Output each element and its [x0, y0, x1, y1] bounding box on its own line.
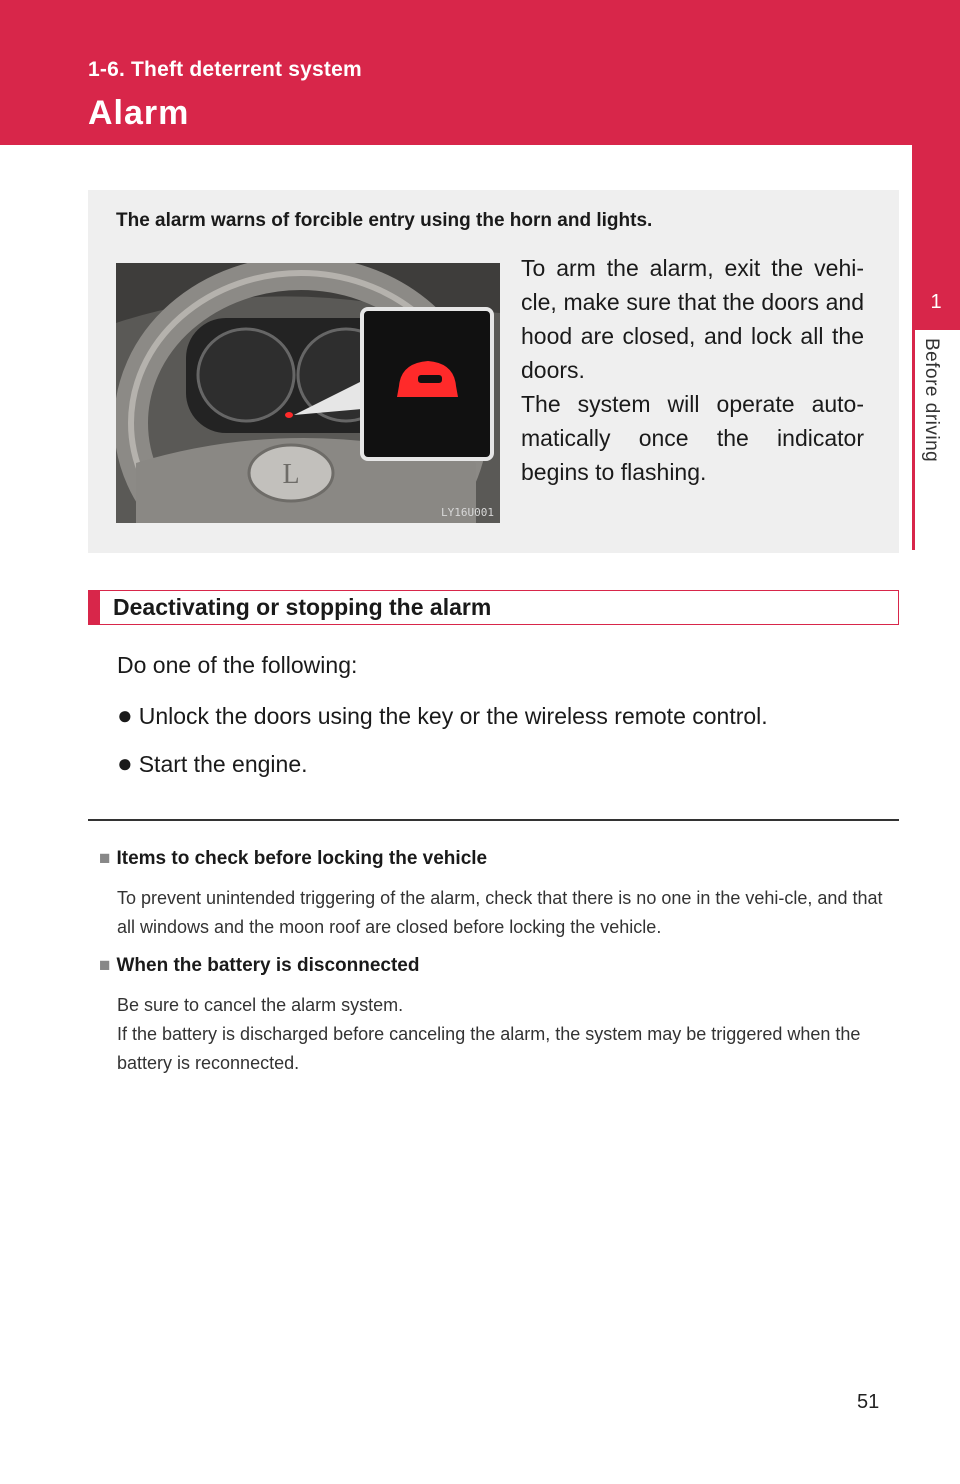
bullet-text: Start the engine.: [138, 751, 308, 777]
chapter-tab-bar: [912, 330, 915, 550]
bullet-dot-icon: ●: [117, 748, 133, 778]
svg-text:L: L: [282, 459, 300, 490]
section-label: 1-6. Theft deterrent system: [88, 58, 362, 81]
chapter-tab: [912, 0, 960, 1484]
intro-lead: The alarm warns of forcible entry using the horn and lights.: [116, 210, 653, 231]
page-header: [0, 0, 960, 145]
bullet-dot-icon: ●: [117, 700, 133, 730]
bullet-item: [117, 700, 768, 731]
intro-paragraph-operate: The system will operate auto-matically once the indicator begins to flashing.: [521, 391, 864, 485]
note-paragraph: If the battery is discharged before canceling the alarm, the system may be triggered when the battery is reconnected.: [117, 1024, 861, 1073]
intro-box: [88, 190, 899, 553]
intro-paragraph-arm: To arm the alarm, exit the vehi-cle, make sure that the doors and hood are closed, and lock all the doors.: [521, 255, 864, 383]
image-caption: LY16U001: [441, 506, 494, 519]
square-bullet-icon: ■: [99, 848, 111, 869]
square-bullet-icon: ■: [99, 955, 111, 976]
intro-text: [521, 251, 864, 489]
note-paragraph: To prevent unintended triggering of the alarm, check that there is no one in the vehi-cle, and that all windows and the moon roof are closed before locking the vehicle.: [117, 888, 883, 937]
deactivate-intro: Do one of the following:: [117, 652, 358, 678]
chapter-number: 1: [930, 291, 942, 313]
note-heading: [99, 955, 419, 977]
chapter-label: Before driving: [921, 338, 942, 463]
bullet-text: Unlock the doors using the key or the wireless remote control.: [138, 703, 768, 729]
dashboard-illustration: [116, 263, 500, 523]
page-number: 51: [857, 1391, 880, 1413]
deactivate-heading: Deactivating or stopping the alarm: [113, 594, 492, 620]
note-heading-text: When the battery is disconnected: [116, 955, 420, 976]
deactivate-heading-box: [88, 590, 899, 625]
bullet-item: [117, 748, 308, 779]
steering-wheel-illustration: [116, 263, 500, 523]
note-heading-text: Items to check before locking the vehicle: [116, 848, 488, 869]
note-body: [117, 991, 892, 1078]
heading-accent: [89, 591, 100, 624]
note-paragraph: Be sure to cancel the alarm system.: [117, 995, 404, 1015]
section-divider: [88, 819, 899, 821]
note-body: [117, 884, 892, 942]
note-heading: [99, 848, 487, 870]
page-title: Alarm: [88, 94, 190, 132]
